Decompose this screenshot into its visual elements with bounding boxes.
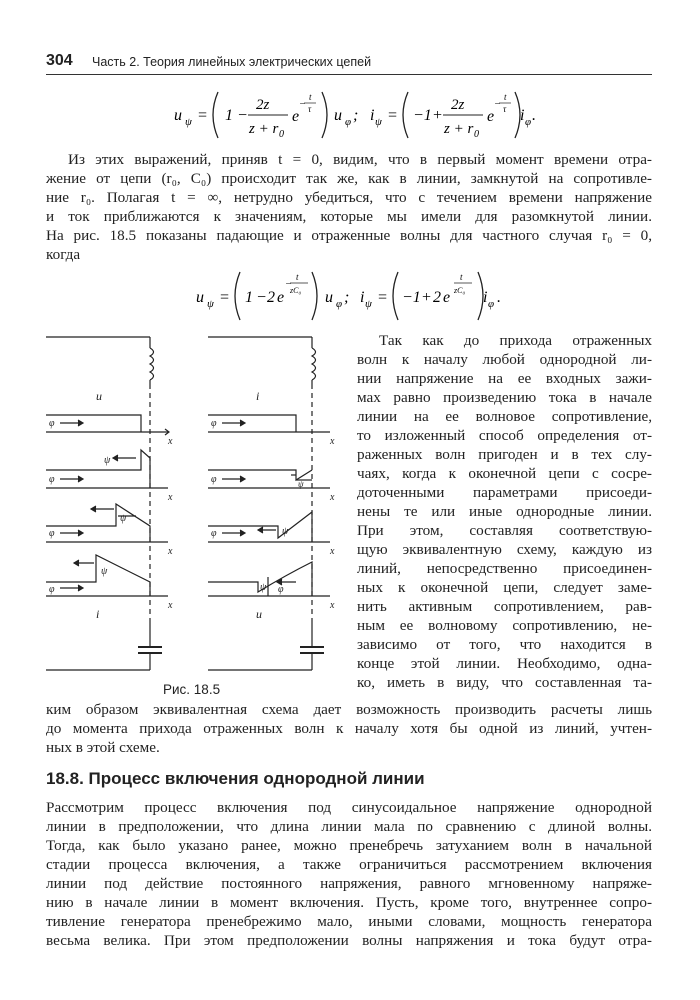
- svg-text:φ: φ: [336, 298, 343, 310]
- svg-text:φ: φ: [49, 528, 55, 539]
- paragraph-line: линии под действие постоянного напряжения, равного мгновенному напряже-: [46, 875, 652, 892]
- paragraph-line: Тогда, как было указано ранее, можно пренебречь затуханием волн в начальной: [46, 837, 652, 854]
- paragraph-line: доточенными параметрами присоеди-: [357, 484, 652, 501]
- formula-reflection-wave: [170, 86, 540, 144]
- svg-text:−: −: [494, 99, 501, 110]
- paragraph-line: Рассмотрим процесс включения под синусоидальное напряжение однородной: [46, 799, 652, 816]
- fig-label-i-bottom: i: [96, 607, 100, 621]
- svg-text:x: x: [168, 492, 173, 503]
- running-header: [46, 52, 652, 75]
- svg-text:x: x: [168, 546, 173, 557]
- paragraph-line: жение от цепи (r₀, C₀) происходит так же, как в линии, замкнутой на сопротивле-: [46, 170, 652, 187]
- paragraph-line: когда: [46, 246, 81, 263]
- svg-text:t: t: [504, 92, 507, 102]
- formula-denom-sub: 0: [279, 129, 284, 140]
- paragraph-line: тивление генератора пренебрежимо мало, иными словами, мощность генератора: [46, 913, 652, 930]
- svg-text:ψ: ψ: [260, 582, 267, 593]
- formula2-e: e: [277, 289, 285, 306]
- svg-text:e: e: [487, 108, 495, 125]
- svg-text:x: x: [330, 600, 335, 611]
- paragraph-4: [46, 798, 652, 950]
- formula2-exp-t: t: [296, 272, 299, 282]
- svg-text:.: .: [497, 289, 501, 306]
- formula-denom: z + r: [249, 121, 279, 137]
- paragraph-line: то изложенный способ определения от-: [357, 427, 652, 444]
- svg-text:φ: φ: [49, 418, 55, 429]
- svg-text:−: −: [285, 279, 292, 290]
- formula-r0-zero: [192, 266, 512, 324]
- paragraph-line: и ток приближаются к значениям, которые мы имели для разомкнутой линии.: [46, 208, 652, 225]
- svg-text:ψ: ψ: [120, 513, 127, 524]
- paragraph-1: [46, 150, 652, 264]
- paragraph-line: нии напряжение на ее входных зажи-: [357, 370, 652, 387]
- svg-text:τ: τ: [503, 104, 507, 114]
- paragraph-line: При этом, составляя соответствую-: [357, 522, 652, 539]
- svg-text:=: =: [197, 107, 208, 124]
- svg-text:t: t: [460, 272, 463, 282]
- svg-text:ψ: ψ: [101, 566, 108, 577]
- svg-text:−1: −1: [413, 107, 432, 124]
- svg-text:−: −: [237, 107, 248, 124]
- svg-text:φ: φ: [345, 116, 352, 128]
- formula-one: 1: [225, 107, 233, 124]
- svg-text:φ: φ: [278, 584, 284, 595]
- paragraph-line: зависимо от того, что находится в: [357, 636, 652, 653]
- paragraph-line: ных в этой схеме.: [46, 739, 160, 756]
- svg-text:i: i: [360, 289, 365, 306]
- svg-text:x: x: [330, 546, 335, 557]
- paragraph-line: раженных волн пригоден и в тех слу-: [357, 446, 652, 463]
- svg-text:i: i: [520, 107, 525, 124]
- formula-exp-tau: τ: [308, 104, 312, 114]
- formula2-exp-zc: zC₀: [290, 286, 302, 295]
- figure-18-5: [46, 330, 356, 682]
- svg-text:.: .: [532, 107, 536, 124]
- svg-text:i: i: [370, 107, 375, 124]
- paragraph-line: линии на ее волновое сопротивление,: [357, 408, 652, 425]
- svg-text:ψ: ψ: [298, 479, 304, 489]
- fig-label-u: u: [96, 389, 102, 403]
- formula2-one: 1: [245, 289, 253, 306]
- paragraph-line: ние r₀. Полагая t = ∞, нетрудно убедиться, что с течением времени напряжение: [46, 189, 652, 206]
- fig-label-i: i: [256, 389, 260, 403]
- paragraph-line: линий, непосредственно присоединен-: [357, 560, 652, 577]
- paragraph-line: нию в начале линии в момент включения. Пусть, кроме того, внутреннее сопро-: [46, 894, 652, 911]
- svg-text:ψ: ψ: [365, 298, 372, 310]
- svg-text:x: x: [168, 600, 173, 611]
- formula-e: e: [292, 108, 300, 125]
- paragraph-line: конце этой линии. Необходимо, одна-: [357, 655, 652, 672]
- paragraph-line: волн к началу любой однородной ли-: [357, 351, 652, 368]
- paragraph-line: мах равно произведению тока в начале: [357, 389, 652, 406]
- svg-text:+: +: [432, 107, 443, 124]
- section-heading: 18.8. Процесс включения однородной линии: [46, 769, 425, 788]
- svg-text:φ: φ: [49, 474, 55, 485]
- formula-psi-sub: ψ: [185, 116, 192, 128]
- svg-text:0: 0: [474, 129, 479, 140]
- paragraph-line: стадии процесса включения, а также ограничиться рассмотрением включения: [46, 856, 652, 873]
- svg-text:=: =: [377, 289, 388, 306]
- svg-text:ψ: ψ: [375, 116, 382, 128]
- paragraph-line: ким образом эквивалентная схема дает возможность производить расчеты лишь: [46, 701, 652, 718]
- svg-text:=: =: [219, 289, 230, 306]
- svg-text:−: −: [256, 289, 267, 306]
- svg-text:φ: φ: [211, 474, 217, 485]
- svg-text:x: x: [168, 436, 173, 447]
- svg-text:;: ;: [344, 289, 350, 306]
- paragraph-line: чаях, когда к оконечной цепи с сосре-: [357, 465, 652, 482]
- svg-text:φ: φ: [211, 528, 217, 539]
- svg-text:zC₀: zC₀: [454, 286, 466, 295]
- formula2-two: 2: [267, 289, 275, 306]
- svg-text:ψ: ψ: [104, 455, 111, 466]
- paragraph-line: нены те или иные однородные линии.: [357, 503, 652, 520]
- svg-text:φ: φ: [488, 298, 495, 310]
- paragraph-line: На рис. 18.5 показаны падающие и отраженные волны для частного случая r₀ = 0,: [46, 227, 652, 244]
- page-number: 304: [46, 52, 73, 69]
- svg-text:=: =: [387, 107, 398, 124]
- svg-text:φ: φ: [525, 116, 532, 128]
- svg-text:u: u: [334, 107, 342, 124]
- svg-text:ψ: ψ: [282, 526, 289, 537]
- svg-text:;: ;: [353, 107, 359, 124]
- formula-u: u: [174, 107, 182, 124]
- formula-exp-t: t: [309, 92, 312, 102]
- paragraph-line: весьма велика. При этом предположении волны напряжения и тока будут отра-: [46, 932, 652, 949]
- paragraph-line: Из этих выражений, приняв t = 0, видим, что в первый момент времени отра-: [68, 151, 652, 168]
- svg-text:z + r: z + r: [444, 121, 474, 137]
- svg-text:φ: φ: [211, 418, 217, 429]
- svg-text:ψ: ψ: [207, 298, 214, 310]
- paragraph-line: ко, иметь в виду, что составленная та-: [357, 674, 652, 691]
- paragraph-2: [357, 331, 652, 692]
- paragraph-line: нить активным сопротивлением, рав-: [357, 598, 652, 615]
- paragraph-line: ных к оконечной цепи, следует заме-: [357, 579, 652, 596]
- paragraph-line: щую эквивалентную схему, каждую из: [357, 541, 652, 558]
- running-title: Часть 2. Теория линейных электрических цепей: [92, 55, 372, 69]
- formula-2z: 2z: [256, 97, 270, 113]
- paragraph-3: [46, 700, 652, 757]
- svg-text:+: +: [421, 289, 432, 306]
- svg-text:u: u: [196, 289, 204, 306]
- svg-text:x: x: [330, 492, 335, 503]
- svg-text:i: i: [483, 289, 488, 306]
- figure-caption: Рис. 18.5: [163, 682, 221, 697]
- fig-label-u-bottom: u: [256, 607, 262, 621]
- paragraph-line: линии в предположении, что длина линии мала по сравнению с длиной волны.: [46, 818, 652, 835]
- svg-text:2z: 2z: [451, 97, 465, 113]
- svg-text:−1: −1: [402, 289, 421, 306]
- svg-text:φ: φ: [49, 584, 55, 595]
- svg-text:−: −: [299, 99, 306, 110]
- paragraph-line: Так как до прихода отраженных: [379, 332, 652, 349]
- svg-text:x: x: [330, 436, 335, 447]
- paragraph-line: до момента прихода отраженных волн к началу хотя бы одной из линий, учтен-: [46, 720, 652, 737]
- paragraph-line: ным ее волновому сопротивлению, не-: [357, 617, 652, 634]
- svg-text:e: e: [443, 289, 451, 306]
- svg-text:2: 2: [433, 289, 441, 306]
- svg-text:u: u: [325, 289, 333, 306]
